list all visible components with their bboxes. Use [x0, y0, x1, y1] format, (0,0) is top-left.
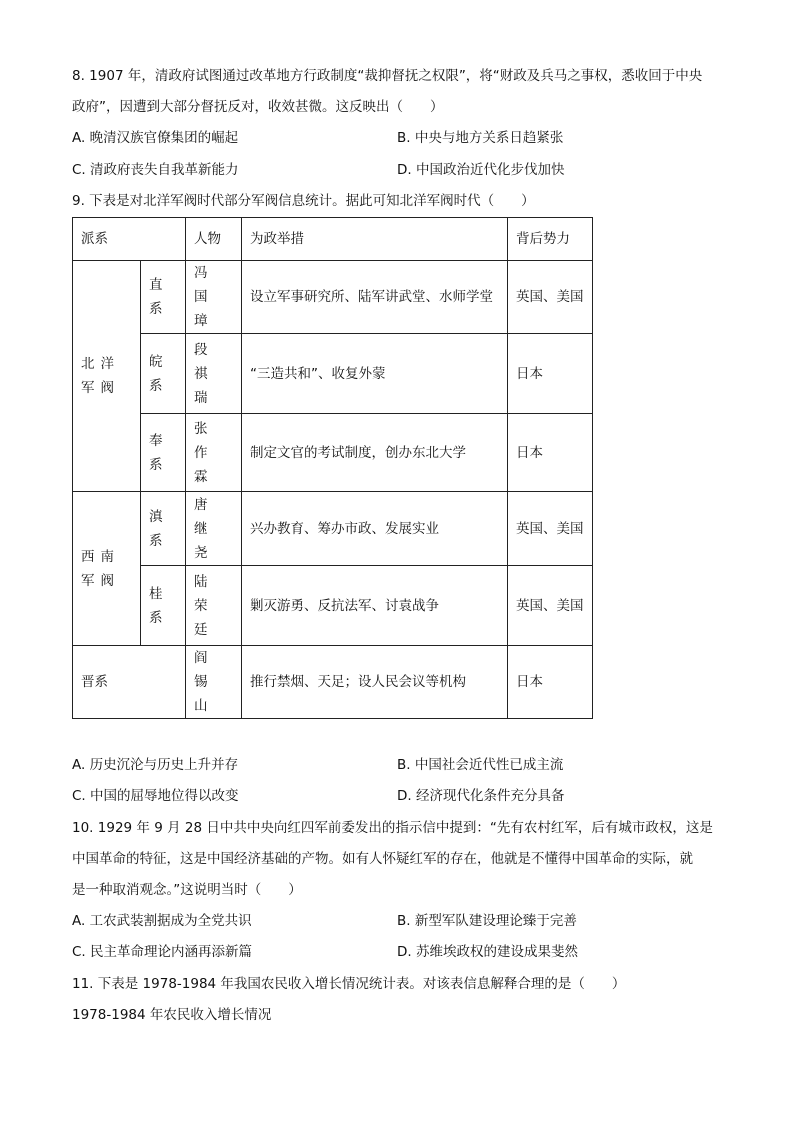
table-row	[73, 261, 593, 334]
q9-option-a: A. 历史沉沦与历史上升并存	[72, 757, 239, 773]
group-beiyang: 北洋军阀	[73, 261, 141, 492]
table-row	[73, 492, 593, 566]
person-cell: 阎 锡 山	[186, 646, 242, 719]
person-cell: 张 作 霖	[186, 414, 242, 492]
header-policy: 为政举措	[242, 218, 508, 261]
q10-option-b: B. 新型军队建设理论臻于完善	[397, 913, 577, 929]
warlord-table	[72, 217, 593, 719]
q8-option-b: B. 中央与地方关系日趋紧张	[397, 130, 564, 146]
q10-option-c: C. 民主革命理论内涵再添新篇	[72, 944, 253, 960]
table-header-row	[73, 218, 593, 261]
table-row	[73, 414, 593, 492]
q9-option-b: B. 中国社会近代性已成主流	[397, 757, 564, 773]
person-cell: 陆 荣 廷	[186, 566, 242, 646]
q9-option-d: D. 经济现代化条件充分具备	[397, 788, 565, 804]
q9-option-c: C. 中国的屈辱地位得以改变	[72, 788, 239, 804]
group-southwest: 西南军阀	[73, 492, 141, 646]
faction-cell: 奉 系	[141, 414, 186, 492]
faction-cell: 桂 系	[141, 566, 186, 646]
table-row	[73, 334, 593, 414]
header-faction: 派系	[73, 218, 186, 261]
faction-cell: 滇 系	[141, 492, 186, 566]
backing-cell: 英国、美国	[508, 566, 593, 646]
backing-cell: 日本	[508, 334, 593, 414]
q10-option-d: D. 苏维埃政权的建设成果斐然	[397, 944, 578, 960]
q10-option-a: A. 工农武装割据成为全党共识	[72, 913, 252, 929]
backing-cell: 英国、美国	[508, 261, 593, 334]
policy-cell: 兴办教育、筹办市政、发展实业	[242, 492, 508, 566]
backing-cell: 英国、美国	[508, 492, 593, 566]
q9-stem: 9. 下表是对北洋军阀时代部分军阀信息统计。据此可知北洋军阀时代（ ）	[72, 193, 535, 209]
q8-stem-line1: 8. 1907 年，清政府试图通过改革地方行政制度“裁抑督抚之权限”，将“财政及兵马之事权，悉收回于中央	[72, 68, 703, 84]
policy-cell: “三造共和”、收复外蒙	[242, 334, 508, 414]
person-cell: 冯 国 璋	[186, 261, 242, 334]
backing-cell: 日本	[508, 414, 593, 492]
person-cell: 唐 继 尧	[186, 492, 242, 566]
q10-stem-line1: 10. 1929 年 9 月 28 日中共中央向红四军前委发出的指示信中提到：“先有农村红军，后有城市政权，这是	[72, 820, 713, 836]
policy-cell: 设立军事研究所、陆军讲武堂、水师学堂	[242, 261, 508, 334]
q8-option-c: C. 清政府丧失自我革新能力	[72, 162, 239, 178]
q8-option-d: D. 中国政治近代化步伐加快	[397, 162, 565, 178]
person-cell: 段 祺 瑞	[186, 334, 242, 414]
policy-cell: 推行禁烟、天足；设人民会议等机构	[242, 646, 508, 719]
faction-cell: 直 系	[141, 261, 186, 334]
policy-cell: 制定文官的考试制度，创办东北大学	[242, 414, 508, 492]
q8-option-a: A. 晚清汉族官僚集团的崛起	[72, 130, 239, 146]
q10-stem-line2: 中国革命的特征，这是中国经济基础的产物。如有人怀疑红军的存在，他就是不懂得中国革命的实际，就	[72, 851, 693, 867]
header-person: 人物	[186, 218, 242, 261]
backing-cell: 日本	[508, 646, 593, 719]
header-backing: 背后势力	[508, 218, 593, 261]
q8-stem-line2: 政府”，因遭到大部分督抚反对，收效甚微。这反映出（ ）	[72, 99, 444, 115]
group-jin: 晋系	[73, 646, 186, 719]
table-row	[73, 646, 593, 719]
table-row	[73, 566, 593, 646]
policy-cell: 剿灭游勇、反抗法军、讨袁战争	[242, 566, 508, 646]
q11-stem: 11. 下表是 1978-1984 年我国农民收入增长情况统计表。对该表信息解释合理的是（ ）	[72, 976, 626, 992]
q10-stem-line3: 是一种取消观念。”这说明当时（ ）	[72, 882, 302, 898]
q11-table-caption: 1978-1984 年农民收入增长情况	[72, 1007, 272, 1023]
faction-cell: 皖 系	[141, 334, 186, 414]
